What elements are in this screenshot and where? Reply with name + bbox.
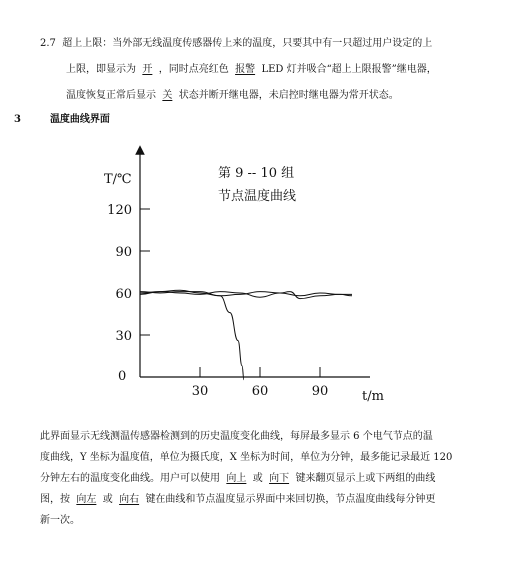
status-guan: 关	[162, 90, 173, 101]
para-line-3	[40, 468, 470, 489]
item-text: LED 灯并吸合“超上上限报警”继电器，	[261, 64, 437, 75]
section-number: 3	[14, 114, 21, 125]
item-number: 2.7	[40, 38, 56, 49]
x-tick-label: 60	[251, 384, 269, 399]
para-text: 图，按	[40, 494, 70, 505]
status-baojing: 报警	[235, 64, 256, 75]
y-tick-label: 120	[107, 203, 132, 218]
key-left: 向左	[76, 494, 97, 505]
chart-title: 第 9 -- 10 组	[218, 166, 295, 181]
series-lines	[140, 290, 352, 380]
status-kai: 开	[142, 64, 153, 75]
x-tick-label: 30	[191, 384, 209, 399]
para-text: 分钟左右的温度变化曲线。用户可以使用	[40, 473, 220, 484]
series-line-3	[140, 292, 244, 380]
x-ticks	[192, 367, 329, 399]
y-tick-label: 60	[115, 287, 132, 302]
x-tick-label: 90	[311, 384, 329, 399]
para-line-1: 此界面显示无线测温传感器检测到的历史温度变化曲线，每屏最多显示 6 个电气节点的温	[40, 431, 433, 442]
y-axis-label: T/℃	[104, 172, 132, 187]
para-text: 键来翻页显示上或下两组的曲线	[295, 473, 436, 484]
item-text: 状态并断开继电器，未启控时继电器为常开状态。	[178, 90, 399, 101]
key-down: 向下	[269, 473, 290, 484]
item-text: 超上上限：当外部无线温度传感器传上来的温度，只要其中有一只超过用户设定的上	[62, 38, 433, 49]
item-text: 上限，即显示为	[66, 64, 136, 75]
para-text: 或	[252, 473, 263, 484]
para-text: 或	[102, 494, 113, 505]
y-tick-label: 30	[115, 329, 132, 344]
x-axis-label: t/m	[362, 389, 384, 404]
para-text: 键在曲线和节点温度显示界面中来回切换，节点温度曲线每分钟更	[145, 494, 436, 505]
origin-label: 0	[118, 369, 127, 384]
description-paragraph	[40, 426, 470, 531]
key-right: 向右	[119, 494, 140, 505]
y-ticks	[107, 203, 150, 344]
item-text: ，同时点亮红色	[158, 64, 229, 75]
item-text: 温度恢复正常后显示	[66, 90, 156, 101]
chart-subtitle: 节点温度曲线	[218, 189, 297, 204]
section-title: 温度曲线界面	[49, 114, 110, 125]
para-line-4	[40, 489, 470, 510]
para-line-5: 新一次。	[40, 515, 80, 526]
y-tick-label: 90	[115, 245, 132, 260]
para-line-2: 度曲线，Y 坐标为温度值，单位为摄氏度，X 坐标为时间，单位为分钟，最多能记录最近 120	[40, 452, 453, 463]
key-up: 向上	[226, 473, 247, 484]
